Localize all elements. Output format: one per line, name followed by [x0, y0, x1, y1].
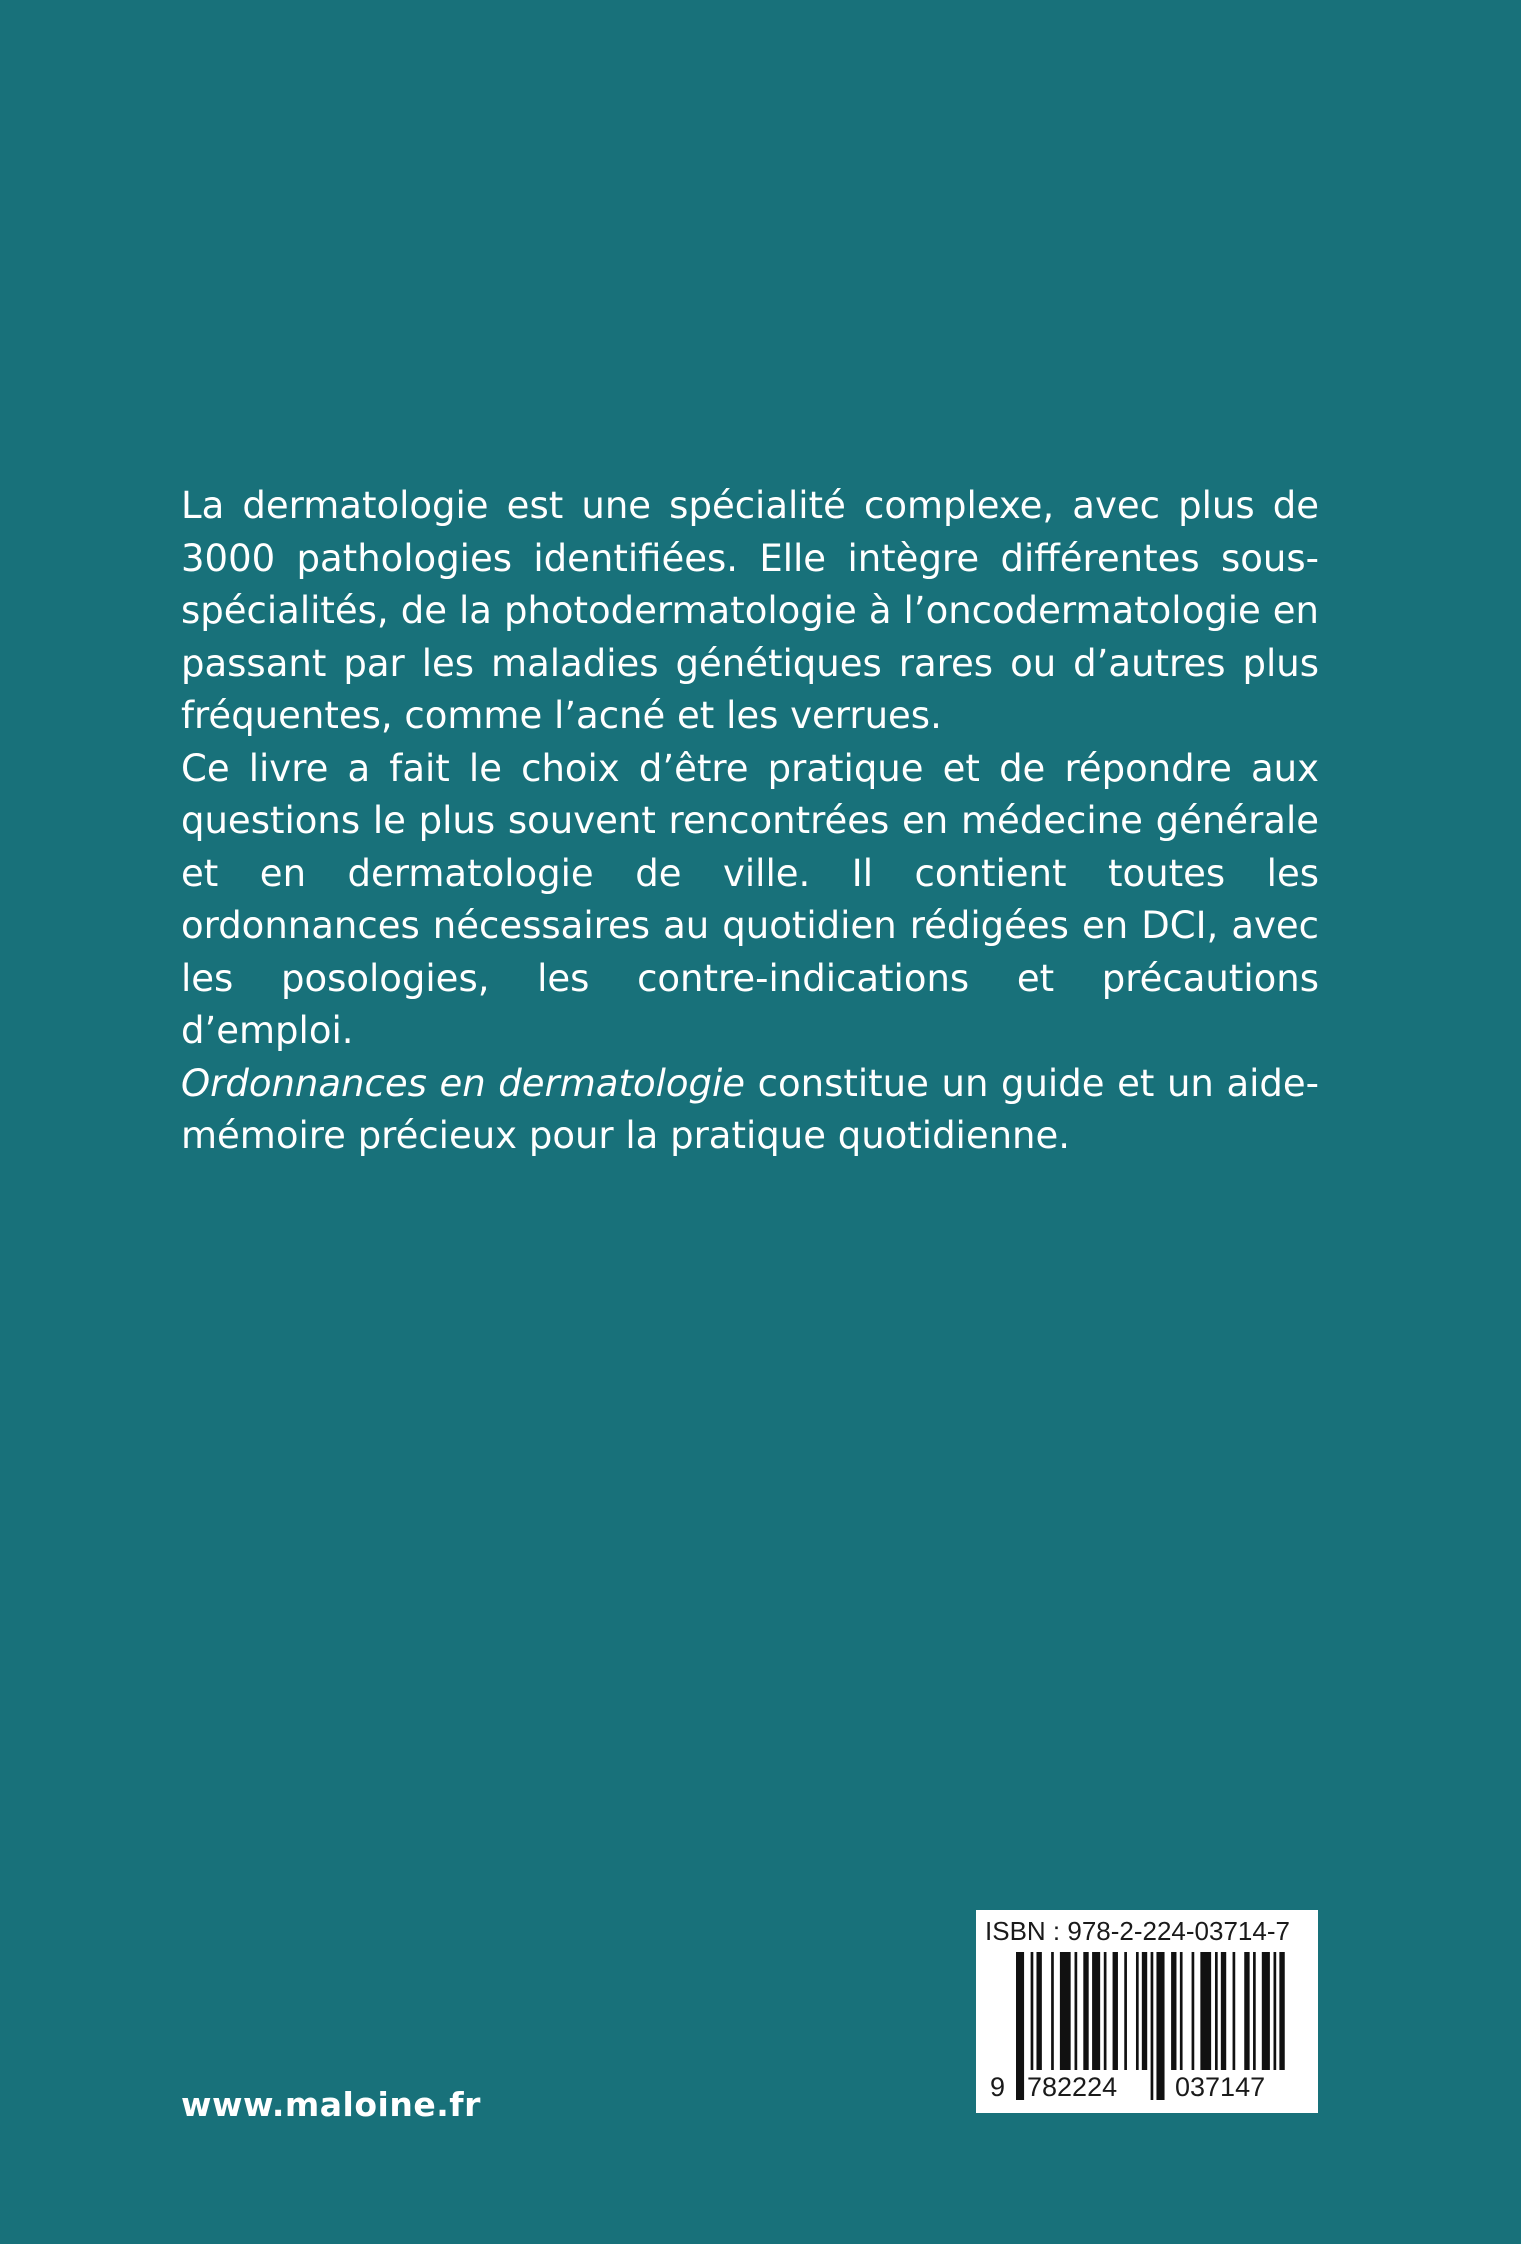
barcode-bar	[1279, 1952, 1284, 2070]
back-cover-blurb	[181, 480, 1319, 1163]
isbn-barcode	[976, 1910, 1318, 2113]
barcode-bar	[1171, 1952, 1176, 2070]
barcode-digits-right: 037147	[1175, 2072, 1266, 2102]
barcode-bar	[1092, 1952, 1100, 2070]
barcode-bar	[1036, 1952, 1041, 2070]
blurb-paragraph-1: La dermatologie est une spécialité complexe, avec plus de 3000 pathologies identifiées. Elle intègre différentes sous-spécialités, de la photodermatologie à l’oncodermatologie en passant par les maladies génétiques rares ou d’autres plus fréquentes, comme l’acné et les verrues.	[181, 484, 1319, 737]
barcode-bar	[1192, 1952, 1195, 2070]
isbn-label: ISBN : 978-2-224-03714-7	[985, 1916, 1290, 1946]
blurb-paragraph-3-text: constitue un guide et un aide-mémoire précieux pour la pratique quotidienne.	[181, 1061, 1319, 1157]
blurb-paragraph-3	[181, 1058, 1319, 1163]
barcode-digit-first: 9	[990, 2072, 1006, 2102]
blurb-paragraph-2: Ce livre a fait le choix d’être pratique et de répondre aux questions le plus souvent rencontrées en médecine générale et en dermatologie de ville. Il contient toutes les ordonnances nécessaires au quotidien rédigées en DCI, avec les posologies, les contre-indications et précautions d’emploi.	[181, 746, 1319, 1052]
barcode-bar	[1031, 1952, 1034, 2070]
barcode-bar	[1051, 1952, 1054, 2070]
barcode-bar	[1104, 1952, 1107, 2070]
barcode-bar	[1244, 1952, 1249, 2070]
barcode-digits-left: 782224	[1027, 2072, 1118, 2102]
barcode-bar	[1113, 1952, 1118, 2070]
barcode-bar	[1180, 1952, 1183, 2070]
barcode-bar	[1142, 1952, 1147, 2070]
publisher-url[interactable]: www.maloine.fr	[181, 2085, 481, 2124]
barcode-bar	[1262, 1952, 1270, 2070]
barcode-bar	[1156, 1952, 1164, 2100]
barcode-bar	[1083, 1952, 1088, 2070]
barcode-bar	[1274, 1952, 1277, 2070]
barcode-bar	[1060, 1952, 1071, 2070]
barcode-bar	[1136, 1952, 1139, 2070]
barcode-bar	[1221, 1952, 1226, 2070]
barcode-bar	[1016, 1952, 1024, 2100]
barcode-bar	[1215, 1952, 1218, 2070]
book-title-italic: Ordonnances en dermatologie	[181, 1061, 746, 1105]
barcode-bar	[1124, 1952, 1127, 2070]
barcode-bar	[1151, 1952, 1154, 2100]
barcode-bar	[1233, 1952, 1236, 2070]
barcode-bar	[1253, 1952, 1256, 2070]
barcode-bar	[1200, 1952, 1211, 2070]
barcode-bar	[1075, 1952, 1078, 2070]
